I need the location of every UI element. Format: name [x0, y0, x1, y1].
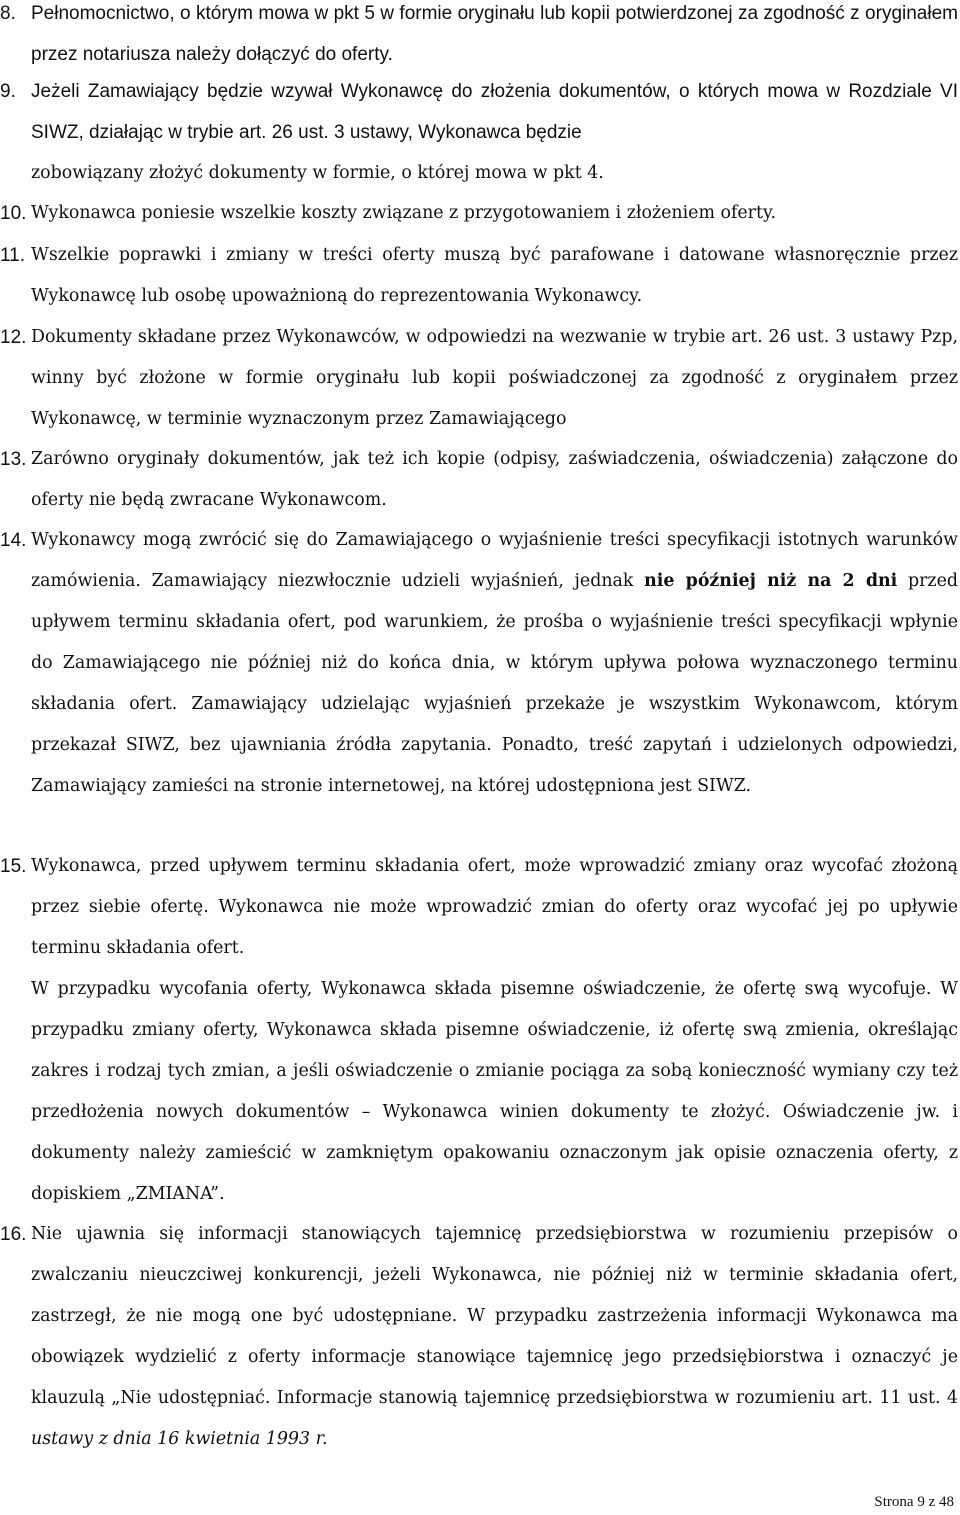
item-number: 8.	[0, 3, 16, 24]
item-number: 16.	[0, 1224, 27, 1245]
list-item-9	[0, 71, 958, 194]
list-item-11	[0, 235, 958, 317]
list-item-12	[0, 317, 958, 440]
item-text: Jeżeli Zamawiający będzie wzywał Wykonawcę do złożenia dokumentów, o których mowa w Rozdziale VI SIWZ, działając w trybie art. 26 ust. 3 ustawy, Wykonawca będzie	[31, 81, 958, 143]
item-text	[31, 520, 958, 807]
list-item-14	[0, 520, 958, 807]
item-text: Dokumenty składane przez Wykonawców, w odpowiedzi na wezwanie w trybie art. 26 ust. 3 ustawy Pzp, winny być złożone w formie oryginału lub kopii poświadczonej za zgodność z oryginałem przez Wykonawcę, w terminie wyznaczonym przez Zamawiającego	[31, 327, 958, 429]
item-number: 14.	[0, 530, 27, 551]
list-item-16	[0, 1214, 958, 1460]
emphasis-bold: nie później niż na 2 dni	[644, 571, 898, 591]
item-number: 12.	[0, 327, 27, 348]
list-item-8	[0, 0, 958, 75]
item-text: Pełnomocnictwo, o którym mowa w pkt 5 w formie oryginału lub kopii potwierdzonej za zgodność z oryginałem przez notariusza należy dołączyć do oferty.	[31, 3, 958, 65]
list-item-15	[0, 846, 958, 1215]
item-number: 11.	[0, 245, 26, 266]
item-text-part: Nie ujawnia się informacji stanowiących tajemnicę przedsiębiorstwa w rozumieniu przepisów o zwalczaniu nieuczciwej konkurencji, jeżeli Wykonawca, nie później niż w terminie składania ofert, zastrzegł, że nie mogą one być udostępniane. W przypadku zastrzeżenia informacji Wykonawca ma obowiązek wydzielić z oferty informacje stanowiące tajemnicę jego przedsiębiorstwa i oznaczyć je klauzulą „Nie udostępniać. Informacje stanowią tajemnicę przedsiębiorstwa w rozumieniu art. 11 ust. 4	[31, 1224, 958, 1408]
list-item-13	[0, 439, 958, 521]
page-number-footer: Strona 9 z 48	[874, 1494, 954, 1510]
item-number: 13.	[0, 449, 27, 470]
item-text-continued: zobowiązany złożyć dokumenty w formie, o której mowa w pkt 4.	[31, 163, 604, 183]
item-number: 15.	[0, 856, 27, 877]
item-text-part: Wykonawcy mogą zwrócić się do Zamawiającego o wyjaśnienie treści specyfikacji istotnych warunków zamówienia. Zamawiający niezwłocznie udzieli wyjaśnień, jednak	[31, 530, 958, 591]
item-number: 10.	[0, 203, 27, 224]
item-text: Zarówno oryginały dokumentów, jak też ich kopie (odpisy, zaświadczenia, oświadczenia) załączone do oferty nie będą zwracane Wykonawcom.	[31, 449, 958, 510]
item-text-part: przed upływem terminu składania ofert, pod warunkiem, że prośba o wyjaśnienie treści specyfikacji wpłynie do Zamawiającego nie później niż do końca dnia, w którym upływa połowa wyznaczonego terminu składania ofert. Zamawiający udzielając wyjaśnień przekaże je wszystkim Wykonawcom, którym przekazał SIWZ, bez ujawniania źródła zapytania. Ponadto, treść zapytań i udzielonych odpowiedzi, Zamawiający zamieści na stronie internetowej, na której udostępniona jest SIWZ.	[31, 571, 959, 796]
item-text-paragraph: W przypadku wycofania oferty, Wykonawca składa pisemne oświadczenie, że ofertę swą wycofuje. W przypadku zmiany oferty, Wykonawca składa pisemne oświadczenie, iż ofertę swą zmienia, określając zakres i rodzaj tych zmian, a jeśli oświadczenie o zmianie pociąga za sobą konieczność wymiany czy też przedłożenia nowych dokumentów – Wykonawca winien dokumenty te złożyć. Oświadczenie jw. i dokumenty należy zamieścić w zamkniętym opakowaniu oznaczonym jak opisie oznaczenia oferty, z dopiskiem „ZMIANA”.	[31, 979, 958, 1204]
item-text: Wszelkie poprawki i zmiany w treści oferty muszą być parafowane i datowane własnoręcznie przez Wykonawcę lub osobę upoważnioną do reprezentowania Wykonawcy.	[31, 245, 958, 306]
item-text: Wykonawca, przed upływem terminu składania ofert, może wprowadzić zmiany oraz wycofać złożoną przez siebie ofertę. Wykonawca nie może wprowadzić zmian do oferty oraz wycofać jej po upływie terminu składania ofert.	[31, 856, 958, 958]
list-item-10	[0, 193, 958, 234]
emphasis-italic: ustawy z dnia 16 kwietnia 1993 r.	[31, 1429, 328, 1449]
item-number: 9.	[0, 81, 16, 102]
item-text	[31, 1214, 958, 1460]
item-text: Wykonawca poniesie wszelkie koszty związane z przygotowaniem i złożeniem oferty.	[31, 203, 777, 223]
